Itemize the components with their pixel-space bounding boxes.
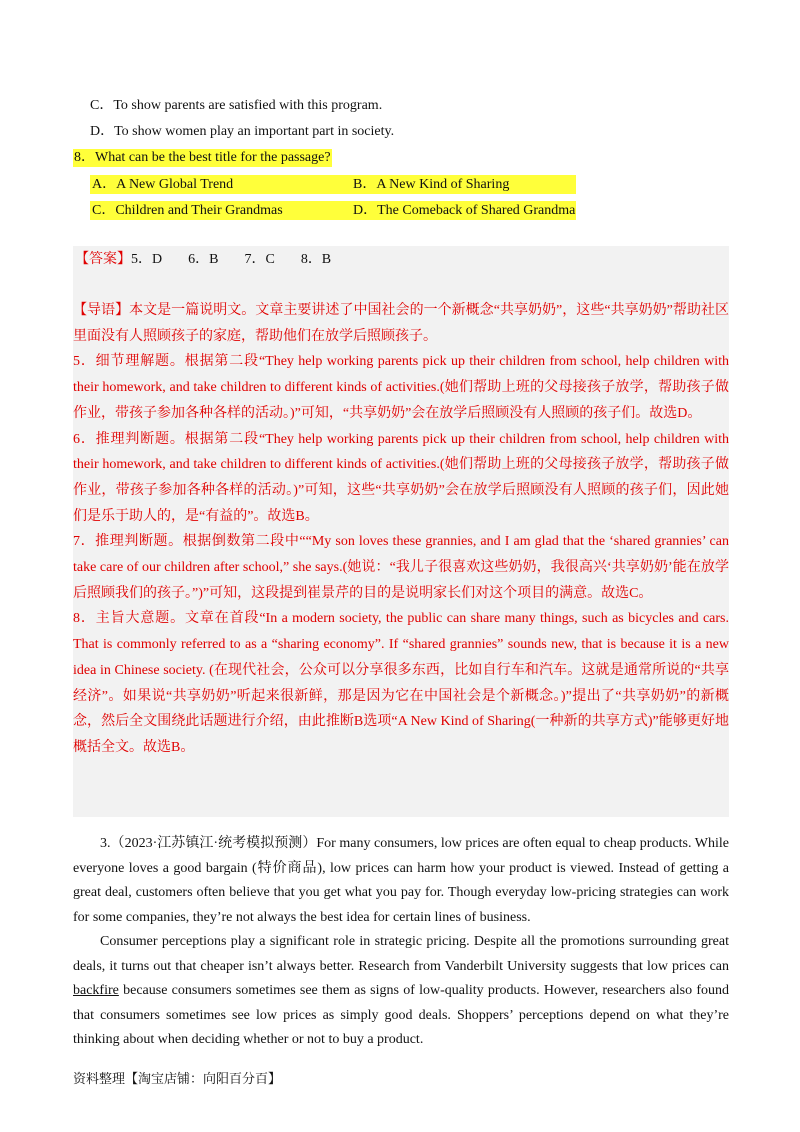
question-8-options-row-2: [90, 201, 576, 220]
option-8b: B．A New Kind of Sharing: [353, 177, 510, 192]
question-8-options-row-1: [90, 175, 576, 194]
answer-item: 7．C: [244, 252, 275, 267]
answer-item: 5．D: [131, 252, 163, 267]
passage-p2-text-rest: because consumers sometimes see them as signs of low-quality products. However, researchers also found that consumers sometimes see low prices as simply good deals. Shoppers’ perceptions depend on what they’re thinking about when deciding whether or not to buy a product.: [73, 983, 729, 1047]
explanation-intro: 【导语】本文是一篇说明文。文章主要讲述了中国社会的一个新概念“共享奶奶”，这些“共享奶奶”帮助社区里面没有人照顾孩子的家庭，帮助他们在放学后照顾孩子。: [73, 303, 729, 344]
option-8a: A．A New Global Trend: [92, 177, 234, 192]
passage-p2-text: Consumer perceptions play a significant role in strategic pricing. Despite all the promotions surrounding great deals, it turns out that cheaper isn’t always better. Research from Vanderbilt University suggests that low prices can: [73, 934, 729, 974]
passage-paragraph-1: 3.（2023·江苏镇江·统考模拟预测）For many consumers, low prices are often equal to cheap products. While everyone loves a good bargain (特价商品), low prices can harm how your product is viewed. Instead of getting a great deal, customers often believe that you get what you pay for. Though everyday low-pricing strategies can work for some companies, they’re not always the best idea for certain lines of business.: [73, 836, 729, 925]
reading-passage-3: [73, 832, 729, 1053]
underlined-word: backfire: [73, 983, 119, 998]
option-8d: D．The Comeback of Shared Grandma: [353, 203, 576, 218]
explanation-q5: 5．细节理解题。根据第二段“They help working parents pick up their children from school, help children with their homework, and take children to different kinds of activities.(她们帮助上班的父母接孩子放学，帮助孩子做作业，带孩子参加各种各样的活动。)”可知，“共享奶奶”会在放学后照顾没有人照顾的孩子们。故选D。: [73, 354, 729, 421]
explanation-q8: 8．主旨大意题。文章在首段“In a modern society, the public can share many things, such as bicycles and cars. That is commonly referred to as a “sharing economy”. If “shared grannies” sounds new, that is because it is a new idea in Chinese society. (在现代社会，公众可以分享很多东西，比如自行车和汽车。这就是通常所说的“共享经济”。如果说“共享奶奶”听起来很新鲜，那是因为它在中国社会是个新概念。)”提出了“共享奶奶”的新概念，然后全文围绕此话题进行介绍，由此推断B选项“A New Kind of Sharing(一种新的共享方式)”能够更好地概括全文。故选B。: [73, 611, 729, 755]
explanation-block: [73, 298, 729, 761]
question-8-stem: 8．What can be the best title for the passage?: [74, 150, 331, 165]
answer-item: 6．B: [188, 252, 219, 267]
answer-item: 8．B: [300, 252, 332, 267]
explanation-q6: 6．推理判断题。根据第二段“They help working parents pick up their children from school, help children with their homework, and take children to different kinds of activities.(她们帮助上班的父母接孩子放学，帮助孩子做作业，带孩子参加各种各样的活动。)”可知，这些“共享奶奶”会在放学后照顾没有人照顾的孩子们，因此她们是乐于助人的，是“有益的”。故选B。: [73, 431, 729, 524]
answer-key: [75, 251, 357, 269]
option-7c: C．To show parents are satisfied with this program.: [90, 98, 383, 113]
page-footer: 资料整理【淘宝店铺：向阳百分百】: [73, 1072, 282, 1087]
option-7d: D．To show women play an important part in society.: [90, 124, 395, 139]
passage-paragraph-2: [73, 930, 729, 1053]
answer-label: 【答案】: [75, 252, 131, 267]
explanation-q7: 7．推理判断题。根据倒数第二段中““My son loves these grannies, and I am glad that the ‘shared grannies’ can take care of our children after school,” she says.(她说：“我儿子很喜欢这些奶奶，我很高兴‘共享奶奶’能在放学后照顾我们的孩子。”)”可知，这段提到崔景芹的目的是说明家长们对这个项目的满意。故选C。: [73, 534, 729, 601]
option-8c: C．Children and Their Grandmas: [92, 203, 283, 218]
